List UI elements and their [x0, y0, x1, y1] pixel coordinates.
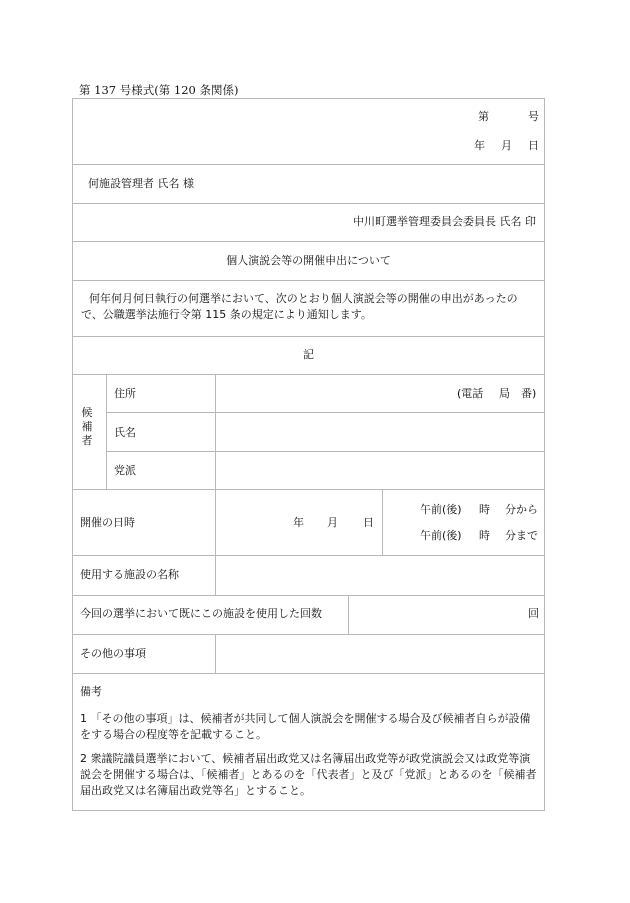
usage-count-label: 今回の選挙において既にこの施設を使用した回数 — [80, 607, 322, 620]
row-divider — [73, 489, 544, 490]
phone-ban: 番) — [521, 387, 537, 400]
candidate-label: 候補者 — [81, 406, 93, 447]
row-divider — [73, 164, 544, 165]
row-divider — [73, 634, 544, 635]
date-year: 年 — [474, 139, 485, 152]
note-item: 2 衆議院議員選挙において、候補者届出政党又は名簿届出政党等が政党演説会又は政党等演説会を開催する場合は、「候補者」とあるのを「代表者」と及び「党派」とあるのを「候補者届出政党又は名簿届出政党等名」とすること。 — [80, 752, 537, 797]
schedule-month: 月 — [327, 516, 338, 529]
notes-title: 備考 — [80, 685, 102, 698]
date-day: 日 — [528, 139, 539, 152]
start-ampm: 午前(後) — [420, 503, 462, 516]
form-number-heading: 第 137 号様式(第 120 条関係) — [79, 83, 239, 97]
note-item: 1 「その他の事項」は、候補者が共同して個人演説会を開催する場合及び候補者自らが設備をする場合の程度等を記載すること。 — [80, 712, 531, 741]
row-divider — [106, 412, 544, 413]
notification-form — [72, 98, 545, 811]
end-ampm: 午前(後) — [420, 529, 462, 542]
column-divider — [106, 374, 107, 489]
row-divider — [73, 241, 544, 242]
phone-label: (電話 — [457, 387, 484, 400]
body-text: 何年何月何日執行の何選挙において、次のとおり個人演説会等の開催の申出があったので、公職選挙法施行令第 115 条の規定により通知します。 — [81, 292, 518, 321]
ki-label: 記 — [303, 348, 314, 361]
column-divider — [348, 595, 349, 634]
start-minute: 分から — [505, 503, 538, 516]
schedule-day: 日 — [363, 516, 374, 529]
row-divider — [106, 451, 544, 452]
end-hour: 時 — [479, 529, 490, 542]
start-hour: 時 — [479, 503, 490, 516]
usage-count-unit: 回 — [528, 607, 539, 620]
column-divider — [215, 555, 216, 595]
row-divider — [73, 336, 544, 337]
sender: 中川町選挙管理委員会委員長 氏名 印 — [353, 215, 536, 228]
row-divider — [73, 374, 544, 375]
phone-kyoku: 局 — [499, 387, 510, 400]
facility-label: 使用する施設の名称 — [80, 568, 179, 581]
column-divider — [215, 634, 216, 673]
addressee: 何施設管理者 氏名 様 — [88, 177, 194, 190]
party-label: 党派 — [114, 464, 136, 477]
address-label: 住所 — [114, 387, 136, 400]
schedule-year: 年 — [293, 516, 304, 529]
doc-number-go: 号 — [528, 110, 539, 123]
schedule-label: 開催の日時 — [80, 516, 135, 529]
row-divider — [73, 595, 544, 596]
doc-number-dai: 第 — [478, 110, 489, 123]
end-minute: 分まで — [505, 529, 538, 542]
row-divider — [73, 673, 544, 674]
document-title: 個人演説会等の開催申出について — [226, 254, 391, 267]
row-divider — [73, 280, 544, 281]
row-divider — [73, 203, 544, 204]
column-divider — [215, 374, 216, 555]
other-label: その他の事項 — [80, 647, 146, 660]
name-label: 氏名 — [114, 426, 136, 439]
date-month: 月 — [501, 139, 512, 152]
row-divider — [73, 555, 544, 556]
column-divider — [382, 489, 383, 555]
